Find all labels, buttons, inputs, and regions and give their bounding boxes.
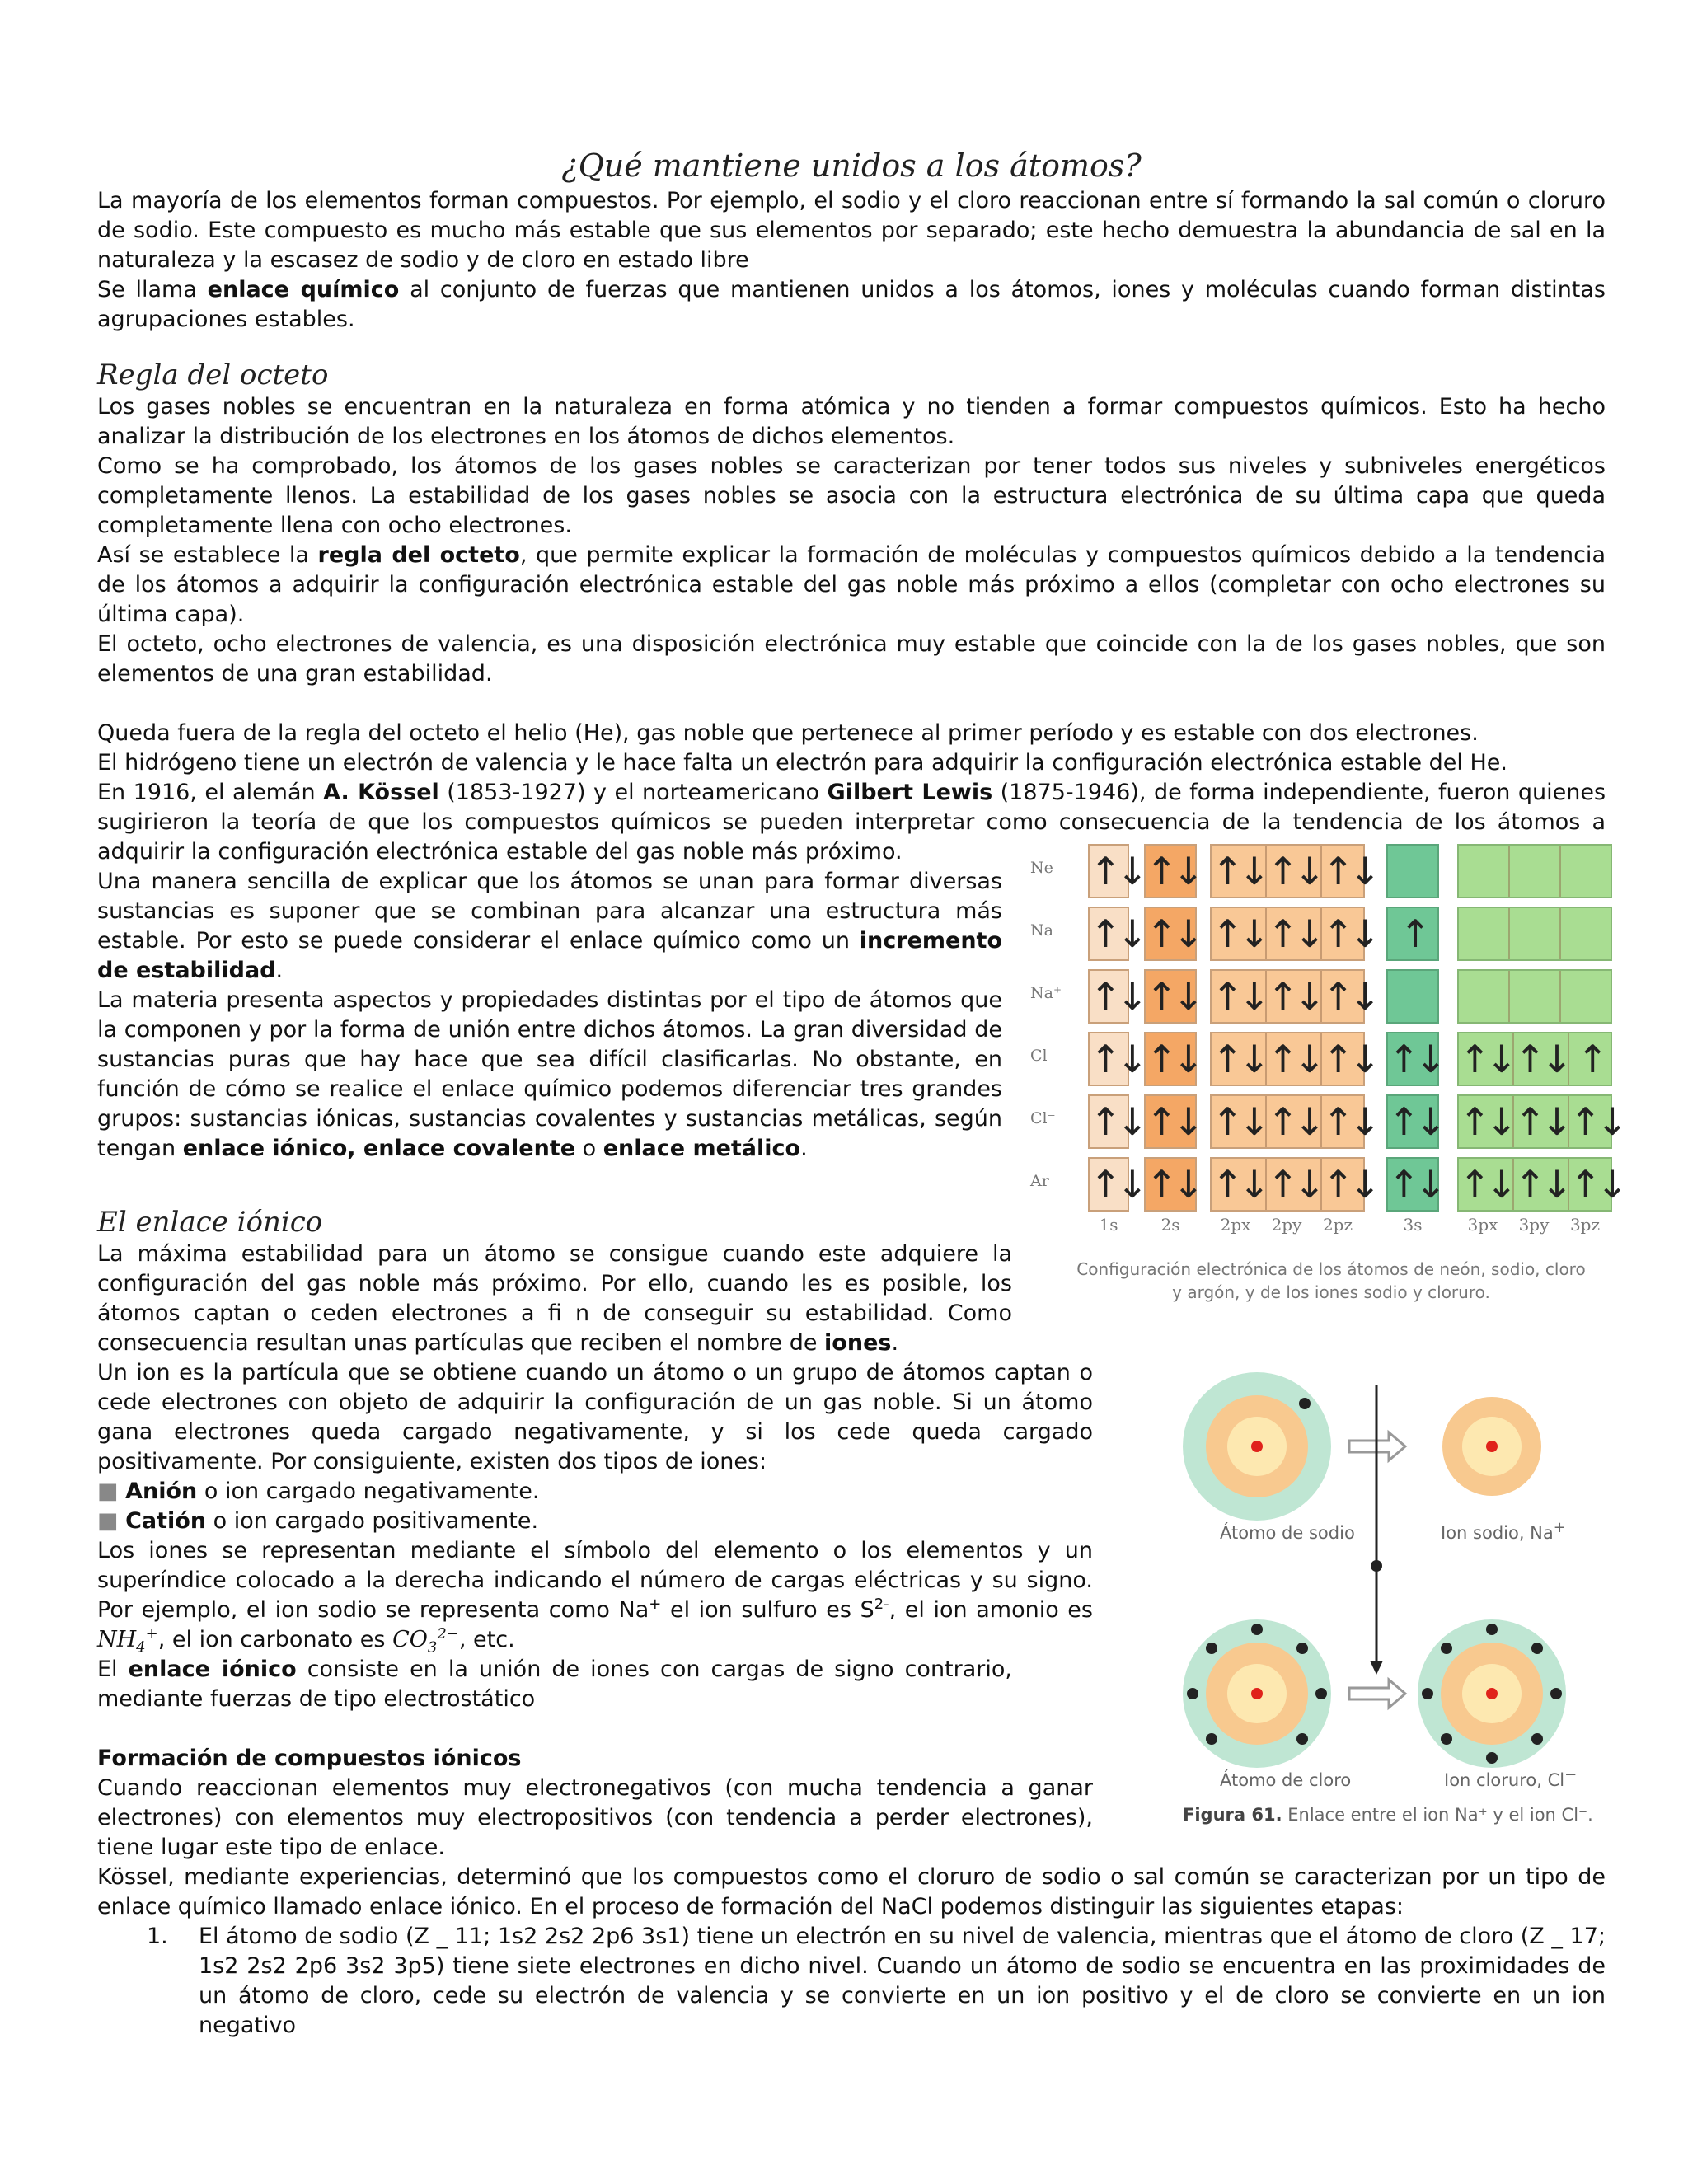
term-anion: Anión — [125, 1479, 198, 1504]
octeto-paragraph-5: Queda fuera de la regla del octeto el helio (He), gas noble que pertenece al primer período y es estable con dos electrones. — [97, 720, 1479, 746]
list-item-text: El átomo de sodio (Z _ 11; 1s2 2s2 2p6 3s1) tiene un electrón en su nivel de valencia, mientras que el átomo de cloro (Z _ 17; 1s2 2s2 2p6 3s2 3p5) tiene siete electrones en dicho nivel. Cuando un átomo de sodio se encuentra en las proximidades de un átomo de cloro, cede su electrón de valencia y se convierte en un ion positivo y el de cloro se convierte en un ion negativo — [199, 1924, 1606, 2038]
orbital-box-c3p — [1457, 844, 1612, 898]
orbital-cell: ↑↓ — [1212, 1099, 1266, 1144]
orbital-cell — [1508, 908, 1559, 959]
orbital-column-label: 3px — [1467, 1215, 1498, 1235]
orbital-row-label: Na — [1030, 921, 1053, 940]
superscript: + — [649, 1596, 662, 1613]
orbital-cell: ↑↓ — [1320, 1096, 1376, 1147]
electron-transfer-arrow-icon — [1370, 1385, 1383, 1675]
orbital-cell: ↑↓ — [1146, 912, 1200, 956]
orbital-column-label: 2s — [1160, 1215, 1180, 1235]
orbital-cell: ↑↓ — [1459, 1037, 1513, 1081]
orbital-cell: ↑↓ — [1320, 846, 1376, 897]
orbital-cell: ↑↓ — [1212, 1037, 1266, 1081]
text: , que permite explicar la formación de moléculas y compuestos químicos debido a la tendencia de los átomos a adquirir la configuración electrónica estable del gas noble más próximo a ellos (completar con ocho electrones su última capa). — [97, 542, 1606, 627]
list-number: 1. — [147, 1924, 168, 1949]
orbital-row-label: Cl — [1030, 1047, 1048, 1065]
text: , el ion carbonato es — [157, 1627, 393, 1652]
subscript: 3 — [427, 1638, 438, 1657]
text: El — [97, 1657, 129, 1682]
sodium-ion-icon — [1442, 1397, 1541, 1496]
text: La materia presenta aspectos y propiedades distintas por el tipo de átomos que la componen y por la forma de unión entre dichos átomos. La gran diversidad de sustancias puras que hay hace que sea difícil clasificarlas. No obstante, en función de cómo se realice el enlace químico podemos diferenciar tres grandes grupos: sustancias iónicas, sustancias covalentes y sustancias metálicas, según tengan — [97, 987, 1002, 1161]
text: . — [800, 1136, 808, 1161]
orbital-cell — [1559, 971, 1611, 1022]
orbital-cell: ↑↓ — [1265, 971, 1320, 1022]
text: CO — [392, 1627, 428, 1652]
orbital-cell: ↑↓ — [1090, 849, 1144, 893]
text: o ion cargado positivamente. — [206, 1508, 539, 1534]
ionico-paragraph-6: Kössel, mediante experiencias, determinó que los compuestos como el cloruro de sodio o sal común se caracterizan por un tipo de enlace químico llamado enlace iónico. En el proceso de formación del NaCl podemos distinguir las siguientes etapas: — [97, 1864, 1606, 1919]
bullet-icon: ■ — [97, 1508, 119, 1534]
orbital-row-label: Ne — [1030, 859, 1053, 877]
section-heading-ionico: El enlace iónico — [97, 1206, 323, 1239]
orbital-cell: ↑↓ — [1090, 1099, 1144, 1144]
page-title: ¿Qué mantiene unidos a los átomos? — [561, 148, 1142, 184]
orbital-cell — [1459, 971, 1508, 1022]
octeto-paragraph-4: El octeto, ocho electrones de valencia, es una disposición electrónica muy estable que coincide con la de los gases nobles, que son elementos de una gran estabilidad. — [97, 631, 1606, 687]
text: NH — [97, 1627, 137, 1652]
orbital-cell — [1459, 846, 1508, 897]
text: o — [575, 1136, 603, 1161]
orbital-box-c3p — [1457, 1157, 1624, 1212]
orbital-cell: ↑↓ — [1212, 912, 1266, 956]
text: , etc. — [458, 1627, 515, 1652]
text: (1853-1927) y el norteamericano — [438, 780, 828, 805]
orbital-box-c3p — [1457, 907, 1612, 961]
orbital-cell: ↑↓ — [1388, 1037, 1442, 1081]
text: Así se establece la — [97, 542, 318, 568]
orbital-cell: ↑ — [1568, 1033, 1611, 1085]
orbital-cell: ↑↓ — [1388, 1162, 1442, 1207]
orbital-cell: ↑↓ — [1568, 1159, 1623, 1210]
text: Los iones se representan mediante el símbolo del elemento o los elementos y un superíndice colocado a la derecha indicando el número de cargas eléctricas y su signo. Por ejemplo, el ion sodio se representa como Na — [97, 1538, 1093, 1623]
orbital-box-c3s — [1386, 1157, 1442, 1212]
subsection-heading-formacion: Formación de compuestos iónicos — [97, 1746, 522, 1771]
intro-paragraph-2 — [97, 275, 1606, 335]
orbital-cell — [1559, 908, 1611, 959]
orbital-box-c3p — [1457, 1094, 1624, 1149]
orbital-row-label: Na⁺ — [1030, 984, 1062, 1002]
ionico-paragraph-4 — [97, 1655, 1012, 1714]
label-sodium-atom: Átomo de sodio — [1220, 1523, 1355, 1543]
text: La máxima estabilidad para un átomo se consigue cuando este adquiere la configuración del gas noble más próximo. Por ello, cuando les es posible, los átomos captan o ceden electrones a fi n de conseguir su estabilidad. Como consecuencia resultan unas partículas que reciben el nombre de — [97, 1241, 1012, 1356]
octeto-paragraph-9 — [97, 986, 1002, 1164]
ionico-paragraph-1 — [97, 1240, 1012, 1358]
orbital-row-label: Cl⁻ — [1030, 1109, 1056, 1127]
sodium-atom-icon — [1183, 1372, 1331, 1521]
orbital-column-label: 3s — [1403, 1215, 1423, 1235]
text: Ion sodio, Na — [1441, 1523, 1554, 1543]
term-iones: iones — [824, 1330, 892, 1356]
orbital-box-c2p — [1210, 1032, 1376, 1086]
orbital-box-c1s — [1088, 1032, 1144, 1086]
orbital-cell: ↑↓ — [1146, 1099, 1200, 1144]
orbital-cell: ↑↓ — [1459, 1162, 1513, 1207]
orbital-cell: ↑↓ — [1090, 912, 1144, 956]
term-enlaces: enlace iónico, enlace covalente — [182, 1136, 576, 1161]
orbital-cell: ↑↓ — [1512, 1159, 1568, 1210]
orbital-box-c1s — [1088, 844, 1144, 898]
octeto-paragraph-3 — [97, 541, 1606, 630]
figure-caption — [1183, 1805, 1593, 1825]
figure-number: Figura 61. — [1183, 1805, 1282, 1825]
orbital-cell: ↑↓ — [1212, 974, 1266, 1019]
text: . — [275, 958, 284, 983]
term-incremento: incremento de estabilidad — [97, 928, 1002, 983]
text: , el ion amonio es — [889, 1597, 1093, 1623]
orbital-cell: ↑ — [1399, 912, 1427, 956]
orbital-column-label: 1s — [1099, 1215, 1118, 1235]
orbital-cell: ↑↓ — [1146, 1162, 1200, 1207]
orbital-cell: ↑↓ — [1090, 974, 1144, 1019]
bullet-icon: ■ — [97, 1479, 119, 1504]
label-chlorine-atom: Átomo de cloro — [1220, 1770, 1352, 1790]
chloride-ion-icon — [1418, 1619, 1566, 1768]
orbital-box-c2p — [1210, 969, 1376, 1024]
orbital-cell: ↑↓ — [1090, 1037, 1144, 1081]
text: (1875-1946), de forma independiente, fueron quienes sugirieron la teoría de que los compuestos químicos se pueden interpretar como consecuencia de la tendencia de los átomos a adquirir la configuración electrónica estable del gas noble más próximo. — [97, 780, 1606, 865]
orbital-cell: ↑↓ — [1512, 1096, 1568, 1147]
name-kossel: A. Kössel — [323, 780, 439, 805]
orbital-cell: ↑↓ — [1212, 1162, 1266, 1207]
octeto-paragraph-1: Los gases nobles se encuentran en la naturaleza en forma atómica y no tienden a formar compuestos químicos. Esto ha hecho analizar la distribución de los electrones en los átomos de dichos elementos. — [97, 394, 1606, 449]
orbital-box-c2s — [1144, 844, 1200, 898]
orbital-box-c3s — [1386, 1094, 1442, 1149]
orbital-cell — [1388, 971, 1437, 1022]
orbital-cell: ↑↓ — [1320, 1159, 1376, 1210]
orbital-box-c3s — [1386, 907, 1439, 961]
text: o ion cargado negativamente. — [197, 1479, 540, 1504]
orbital-column-label: 3py — [1518, 1215, 1550, 1235]
orbital-column-label: 3pz — [1569, 1215, 1601, 1235]
orbital-box-c1s — [1088, 907, 1144, 961]
orbital-cell: ↑↓ — [1265, 1159, 1320, 1210]
orbital-cell: ↑↓ — [1090, 1162, 1144, 1207]
octeto-paragraph-8 — [97, 867, 1002, 986]
orbital-box-c2p — [1210, 907, 1376, 961]
orbital-column-label: 2py — [1271, 1215, 1302, 1235]
orbital-cell: ↑↓ — [1320, 1033, 1376, 1085]
chlorine-atom-icon — [1183, 1619, 1331, 1768]
orbital-box-c1s — [1088, 1157, 1144, 1212]
octeto-paragraph-2: Como se ha comprobado, los átomos de los gases nobles se caracterizan por tener todos sus niveles y subniveles energéticos completamente llenos. La estabilidad de los gases nobles se asocia con la estructura electrónica de su última capa que queda completamente llena con ocho electrones. — [97, 453, 1606, 538]
formula-carbonate — [392, 1625, 459, 1657]
steps-list — [97, 1922, 1606, 2041]
ionico-paragraph-3 — [97, 1536, 1093, 1655]
superscript: 2- — [874, 1596, 889, 1613]
right-arrow-icon — [1349, 1680, 1405, 1708]
orbital-configuration-figure — [1030, 839, 1624, 1317]
text: Ion cloruro, Cl — [1444, 1770, 1565, 1790]
term-regla-octeto: regla del octeto — [317, 542, 520, 568]
orbital-row-label: Ar — [1030, 1172, 1049, 1190]
orbital-box-c3s — [1386, 1032, 1442, 1086]
text: En 1916, el alemán — [97, 780, 324, 805]
intro-paragraph-1: La mayoría de los elementos forman compuestos. Por ejemplo, el sodio y el cloro reaccionan entre sí formando la sal común o cloruro de sodio. Este compuesto es mucho más estable que sus elementos por separado; este hecho demuestra la abundancia de sal en la naturaleza y la escasez de sodio y de cloro en estado libre — [97, 188, 1606, 273]
orbital-cell: ↑↓ — [1265, 1033, 1320, 1085]
orbital-cell: ↑↓ — [1146, 849, 1200, 893]
ionico-paragraph-2: Un ion es la partícula que se obtiene cuando un átomo o un grupo de átomos captan o cede electrones con objeto de adquirir la configuración de un gas noble. Si un átomo gana electrones queda cargado negativamente, y si los cede queda cargado positivamente. Por consiguiente, existen dos tipos de iones: — [97, 1360, 1093, 1474]
orbital-column-label: 2pz — [1322, 1215, 1353, 1235]
orbital-cell: ↑↓ — [1212, 849, 1266, 893]
orbital-box-c3s — [1386, 969, 1439, 1024]
orbital-box-c2p — [1210, 1157, 1376, 1212]
orbital-box-c3p — [1457, 969, 1612, 1024]
orbital-cell: ↑↓ — [1146, 1037, 1200, 1081]
orbital-box-c2s — [1144, 969, 1200, 1024]
text: Enlace entre el ion Na⁺ y el ion Cl⁻. — [1282, 1805, 1593, 1825]
orbital-cell — [1388, 846, 1437, 897]
text: consiste en la unión de iones con cargas de signo contrario, mediante fuerzas de tipo electrostático — [97, 1657, 1012, 1712]
text: Se llama — [97, 277, 208, 302]
text: al conjunto de fuerzas que mantienen unidos a los átomos, iones y moléculas cuando forman distintas agrupaciones estables. — [97, 277, 1606, 332]
octeto-paragraph-6: El hidrógeno tiene un electrón de valencia y le hace falta un electrón para adquirir la configuración electrónica estable del He. — [97, 750, 1507, 776]
orbital-box-c2p — [1210, 844, 1376, 898]
orbital-cell: ↑↓ — [1265, 846, 1320, 897]
term-enlace-metalico: enlace metálico — [603, 1136, 801, 1161]
orbital-cell: ↑↓ — [1459, 1099, 1513, 1144]
label-sodium-ion — [1441, 1519, 1566, 1543]
term-enlace-quimico: enlace químico — [207, 277, 400, 302]
orbital-box-c3p — [1457, 1032, 1612, 1086]
superscript: 2− — [437, 1625, 459, 1643]
orbital-cell: ↑↓ — [1568, 1096, 1623, 1147]
orbital-cell: ↑↓ — [1265, 908, 1320, 959]
ion-formation-figure — [1154, 1368, 1599, 1846]
ion-diagram-svg — [1154, 1368, 1599, 1830]
orbital-cell — [1459, 908, 1508, 959]
term-cation: Catión — [125, 1508, 207, 1534]
label-chloride-ion — [1444, 1766, 1578, 1790]
formula-ammonium — [97, 1625, 158, 1657]
orbital-box-c1s — [1088, 1094, 1144, 1149]
superscript: − — [1564, 1766, 1578, 1783]
orbital-figure-caption: Configuración electrónica de los átomos de neón, sodio, cloro y argón, y de los iones sodio y cloruro. — [1076, 1259, 1586, 1302]
text: el ion sulfuro es S — [661, 1597, 874, 1623]
text: Una manera sencilla de explicar que los átomos se unan para formar diversas sustancias es suponer que se combinan para alcanzar una estructura más estable. Por esto se puede considerar el enlace químico como un — [97, 869, 1002, 954]
orbital-cell: ↑↓ — [1320, 971, 1376, 1022]
orbital-cell — [1559, 846, 1611, 897]
orbital-box-c2s — [1144, 1094, 1200, 1149]
ionico-paragraph-5: Cuando reaccionan elementos muy electronegativos (con mucha tendencia a ganar electrones) con elementos muy electropositivos (con tendencia a perder electrones), tiene lugar este tipo de enlace. — [97, 1775, 1093, 1860]
orbital-box-c2s — [1144, 1032, 1200, 1086]
list-item — [97, 1922, 1606, 2041]
orbital-cell: ↑↓ — [1265, 1096, 1320, 1147]
orbital-box-c2s — [1144, 907, 1200, 961]
orbital-cell: ↑↓ — [1512, 1033, 1568, 1085]
orbital-box-c3s — [1386, 844, 1439, 898]
orbital-box-c1s — [1088, 969, 1144, 1024]
superscript: + — [145, 1625, 158, 1643]
orbital-cell: ↑↓ — [1320, 908, 1376, 959]
orbital-cell — [1508, 846, 1559, 897]
orbital-cell — [1508, 971, 1559, 1022]
text: . — [891, 1330, 899, 1356]
orbital-box-c2p — [1210, 1094, 1376, 1149]
term-enlace-ionico: enlace iónico — [128, 1657, 297, 1682]
orbital-cell: ↑↓ — [1146, 974, 1200, 1019]
name-lewis: Gilbert Lewis — [827, 780, 993, 805]
superscript: + — [1553, 1519, 1566, 1536]
orbital-column-label: 2px — [1220, 1215, 1251, 1235]
subscript: 4 — [136, 1638, 146, 1657]
orbital-cell: ↑↓ — [1388, 1099, 1442, 1144]
section-heading-octeto: Regla del octeto — [97, 359, 329, 391]
orbital-box-c2s — [1144, 1157, 1200, 1212]
